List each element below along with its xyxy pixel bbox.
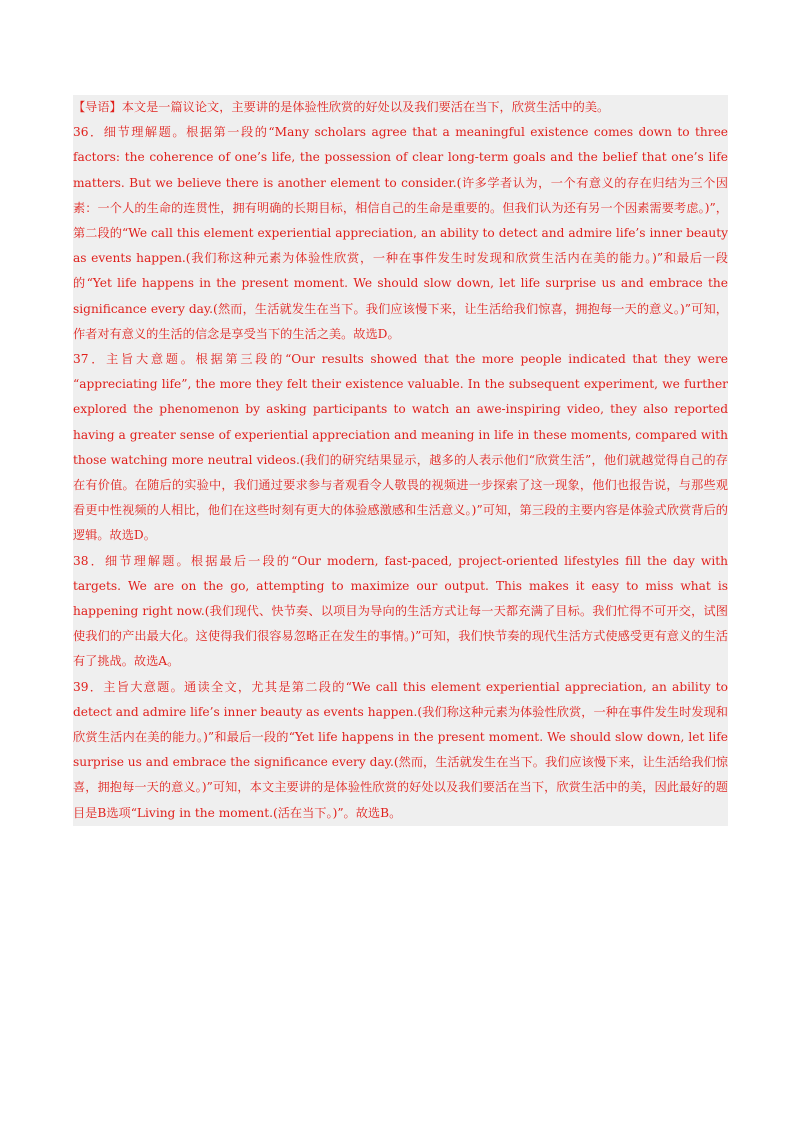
question-37-explanation: 37．主旨大意题。根据第三段的“Our results showed that the more people indicated that they were “appreciating life”, the more they felt their existence valuable. In the subsequent experiment, we further explored the phenomenon by asking participants to watch an awe-inspiring video, they also reported having a greater sense of experiential appreciation and meaning in life in these moments, compared with those watching more neutral videos.(我们的研究结果显示，越多的人表示他们“欣赏生活”，他们就越觉得自己的存在有价值。在随后的实验中，我们通过要求参与者观看令人敬畏的视频进一步探索了这一现象，他们也报告说，与那些观看更中性视频的人相比，他们在这些时刻有更大的体验感激感和生活意义。)”可知，第三段的主要内容是体验式欣赏背后的逻辑。故选D。 bbox=[73, 352, 728, 543]
intro-paragraph: 【导语】本文是一篇议论文，主要讲的是体验性欣赏的好处以及我们要活在当下，欣赏生活中的美。 bbox=[73, 100, 610, 114]
question-38-explanation: 38．细节理解题。根据最后一段的“Our modern, fast-paced, project-oriented lifestyles fill the day with targets. We are on the go, attempting to maximize our output. This makes it easy to miss what is happening right now.(我们现代、快节奏、以项目为导向的生活方式让每一天都充满了目标。我们忙得不可开交，试图使我们的产出最大化。这使得我们很容易忽略正在发生的事情。)”可知，我们快节奏的现代生活方式使感受更有意义的生活有了挑战。故选A。 bbox=[73, 553, 728, 669]
answer-explanation-block bbox=[73, 95, 728, 826]
question-39-explanation: 39．主旨大意题。通读全文，尤其是第二段的“We call this element experiential appreciation, an ability to detect and admire life’s inner beauty as events happen.(我们称这种元素为体验性欣赏，一种在事件发生时发现和欣赏生活内在美的能力。)”和最后一段的“Yet life happens in the present moment. We should slow down, let life surprise us and embrace the significance every day.(然而，生活就发生在当下。我们应该慢下来，让生活给我们惊喜，拥抱每一天的意义。)”可知，本文主要讲的是体验性欣赏的好处以及我们要活在当下，欣赏生活中的美，因此最好的题目是B选项“Living in the moment.(活在当下。)”。故选B。 bbox=[73, 679, 728, 820]
question-36-explanation: 36．细节理解题。根据第一段的“Many scholars agree that a meaningful existence comes down to three factors: the coherence of one’s life, the possession of clear long-term goals and the belief that one’s life matters. But we believe there is another element to consider.(许多学者认为，一个有意义的存在归结为三个因素：一个人的生命的连贯性，拥有明确的长期目标，相信自己的生命是重要的。但我们认为还有另一个因素需要考虑。)”，第二段的“We call this element experiential appreciation, an ability to detect and admire life’s inner beauty as events happen.(我们称这种元素为体验性欣赏，一种在事件发生时发现和欣赏生活内在美的能力。)”和最后一段的“Yet life happens in the present moment. We should slow down, let life surprise us and embrace the significance every day.(然而，生活就发生在当下。我们应该慢下来，让生活给我们惊喜，拥抱每一天的意义。)”可知，作者对有意义的生活的信念是享受当下的生活之美。故选D。 bbox=[73, 125, 728, 341]
